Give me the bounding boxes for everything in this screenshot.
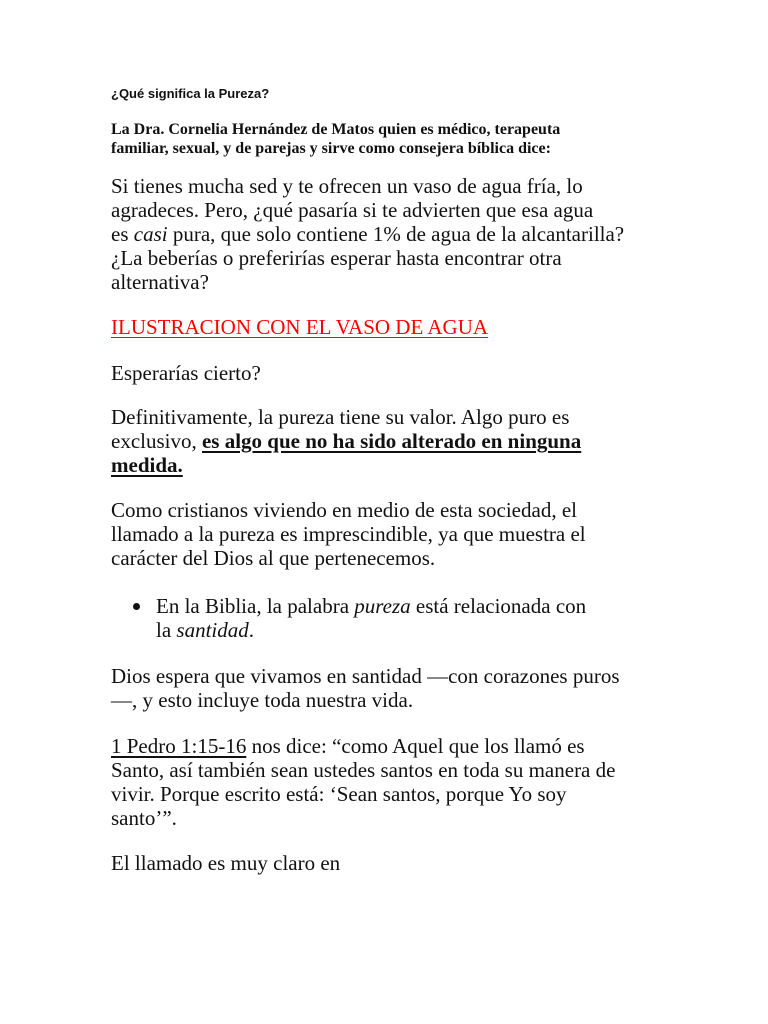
paragraph6-line-1-rest: nos dice: “como Aquel que los llamó es — [246, 734, 585, 758]
paragraph4-line-3: carácter del Dios al que pertenecemos. — [111, 546, 436, 570]
paragraph3-emphasis: es algo que no ha sido alterado en ninguna — [201, 429, 582, 453]
question-heading: ¿Qué significa la Pureza? — [111, 86, 270, 101]
paragraph1-line-4: ¿La beberías o preferirías esperar hasta encontrar otra — [111, 246, 562, 270]
emphasis-casi: casi — [133, 222, 168, 246]
intro-line-1: La Dra. Cornelia Hernández de Matos quien es médico, terapeuta — [111, 121, 561, 138]
bullet-line-1-start: En la Biblia, la palabra — [156, 594, 355, 618]
bullet-line-2-start: la — [156, 618, 177, 642]
paragraph1-line-3-end: pura, que solo contiene 1% de agua de la alcantarilla? — [167, 222, 625, 246]
bullet-line-1-end: está relacionada con — [410, 594, 587, 618]
bullet-line-2-end: . — [248, 618, 254, 642]
emphasis-pureza: pureza — [354, 594, 411, 618]
paragraph6-line-2: Santo, así también sean ustedes santos en toda su manera de — [111, 758, 616, 782]
paragraph1-line-5: alternativa? — [111, 270, 209, 294]
bible-reference-link[interactable]: 1 Pedro 1:15-16 — [111, 734, 247, 758]
paragraph6-line-1 — [111, 734, 585, 759]
paragraph3-line-2 — [111, 429, 581, 454]
intro-line-2: familiar, sexual, y de parejas y sirve como consejera bíblica dice: — [111, 140, 551, 157]
paragraph1-line-2: agradeces. Pero, ¿qué pasaría si te advierten que esa agua — [111, 198, 594, 222]
paragraph4-line-1: Como cristianos viviendo en medio de esta sociedad, el — [111, 498, 577, 522]
paragraph1-line-1: Si tienes mucha sed y te ofrecen un vaso de agua fría, lo — [111, 174, 583, 198]
emphasis-santidad: santidad — [176, 618, 249, 642]
bullet-line-2 — [156, 618, 254, 643]
paragraph3-line-2-start: exclusivo, — [111, 429, 202, 453]
bullet-icon — [133, 603, 140, 610]
paragraph1-line-3 — [111, 222, 624, 247]
paragraph6-line-4: santo’”. — [111, 806, 177, 830]
paragraph6-line-3: vivir. Porque escrito está: ‘Sean santos, porque Yo soy — [111, 782, 567, 806]
paragraph3-line-1: Definitivamente, la pureza tiene su valor. Algo puro es — [111, 405, 570, 429]
bullet-line-1 — [156, 594, 586, 619]
paragraph2: Esperarías cierto? — [111, 361, 261, 385]
paragraph1-line-3-start: es — [111, 222, 134, 246]
paragraph5-line-1: Dios espera que vivamos en santidad —con corazones puros — [111, 664, 620, 688]
paragraph7: El llamado es muy claro en — [111, 851, 341, 875]
illustration-heading: ILUSTRACION CON EL VASO DE AGUA — [111, 315, 489, 339]
paragraph4-line-2: llamado a la pureza es imprescindible, ya que muestra el — [111, 522, 586, 546]
paragraph5-line-2: —, y esto incluye toda nuestra vida. — [111, 688, 414, 712]
paragraph3-line-3: medida. — [111, 453, 183, 477]
